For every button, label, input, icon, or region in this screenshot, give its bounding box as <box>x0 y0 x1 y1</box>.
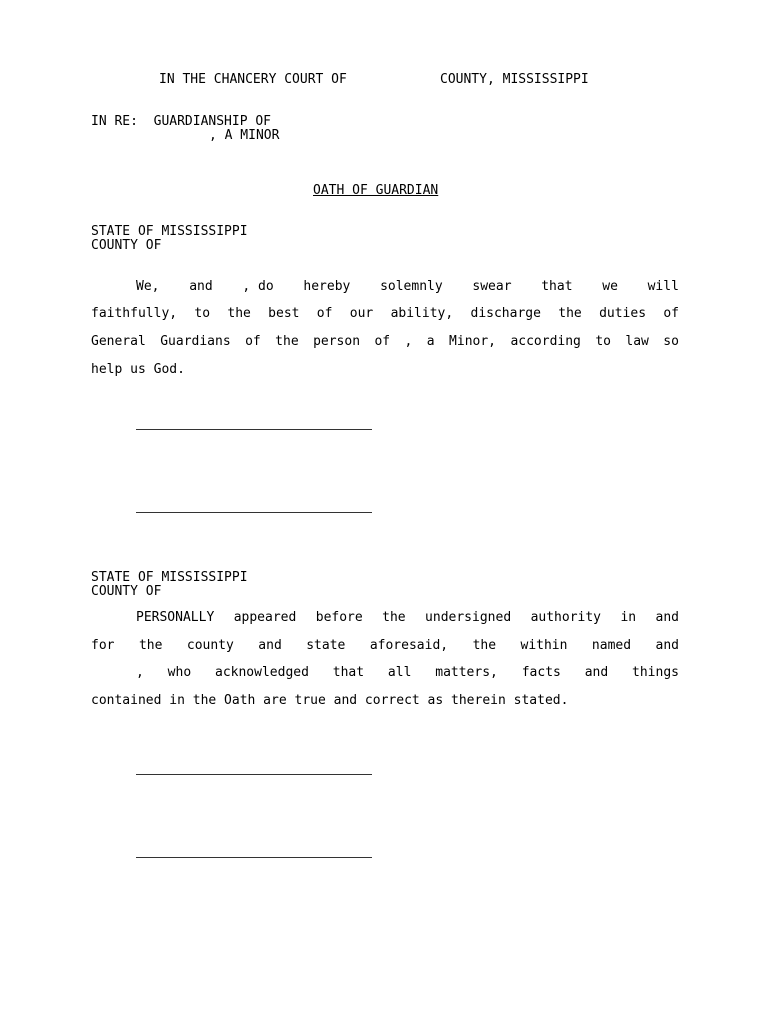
oath-word: person <box>313 334 361 349</box>
oath-word: swear <box>472 279 512 294</box>
ack-word: the <box>472 638 497 653</box>
court-heading-left: IN THE CHANCERY COURT OF <box>159 72 347 87</box>
ack-word: things <box>632 665 679 680</box>
ack-word: facts <box>521 665 561 680</box>
oath-word: of <box>316 306 333 321</box>
ack-county: COUNTY OF <box>91 584 162 599</box>
ack-word: and <box>584 665 609 680</box>
oath-word: we <box>602 279 618 294</box>
oath-word: that <box>541 279 573 294</box>
oath-word: will <box>647 279 679 294</box>
ack-word: and <box>655 610 679 625</box>
oath-word: , do <box>242 279 274 294</box>
ack-word: authority <box>530 610 602 625</box>
ack-word: who <box>167 665 192 680</box>
ack-word: within <box>520 638 568 653</box>
ack-word: the <box>138 638 163 653</box>
oath-word: General <box>91 334 146 349</box>
ack-word: state <box>306 638 346 653</box>
oath-word: according <box>510 334 581 349</box>
oath-word: so <box>663 334 679 349</box>
signature-line <box>136 512 372 513</box>
oath-word: of <box>663 306 679 321</box>
oath-state: STATE OF MISSISSIPPI <box>91 224 248 239</box>
ack-line-3 <box>136 665 679 681</box>
ack-word: undersigned <box>425 610 512 625</box>
oath-word: to <box>194 306 211 321</box>
oath-word: faithfully, <box>91 306 178 321</box>
oath-word: Guardians <box>160 334 231 349</box>
ack-word: the <box>382 610 406 625</box>
oath-word: the <box>275 334 299 349</box>
oath-word: a <box>426 334 435 349</box>
oath-word: discharge <box>470 306 541 321</box>
minor-caption: , A MINOR <box>209 128 280 143</box>
ack-line-2 <box>91 638 679 654</box>
ack-word: acknowledged <box>215 665 309 680</box>
oath-word: to <box>595 334 611 349</box>
oath-line-2 <box>91 306 679 322</box>
oath-line-1 <box>136 279 679 295</box>
ack-word: and <box>258 638 282 653</box>
oath-word: the <box>227 306 251 321</box>
ack-word: all <box>387 665 412 680</box>
oath-line-4: help us God. <box>91 362 185 377</box>
oath-word: law <box>625 334 649 349</box>
oath-word: hereby <box>303 279 351 294</box>
oath-title: OATH OF GUARDIAN <box>313 183 439 198</box>
oath-word: best <box>268 306 300 321</box>
oath-word: solemnly <box>380 279 443 294</box>
in-re-caption: IN RE: GUARDIANSHIP OF <box>91 114 272 129</box>
court-heading-right: COUNTY, MISSISSIPPI <box>440 72 589 87</box>
ack-word: for <box>91 638 115 653</box>
oath-word: and <box>189 279 213 294</box>
oath-word: the <box>558 306 582 321</box>
ack-word: county <box>186 638 234 653</box>
oath-word: Minor, <box>449 334 497 349</box>
ack-line-1 <box>136 610 679 626</box>
oath-word: our <box>349 306 374 321</box>
ack-word: appeared <box>233 610 297 625</box>
ack-word: before <box>315 610 363 625</box>
ack-word: and <box>655 638 679 653</box>
ack-line-4: contained in the Oath are true and correct as therein stated. <box>91 693 569 708</box>
ack-state: STATE OF MISSISSIPPI <box>91 570 248 585</box>
signature-line <box>136 857 372 858</box>
oath-line-3 <box>91 334 679 350</box>
oath-word: of <box>374 334 391 349</box>
oath-county: COUNTY OF <box>91 238 162 253</box>
oath-word: duties <box>599 306 647 321</box>
oath-word: ability, <box>390 306 454 321</box>
ack-word: named <box>591 638 632 653</box>
oath-word: , <box>404 334 413 349</box>
oath-word: of <box>245 334 261 349</box>
ack-word: in <box>620 610 637 625</box>
oath-word: We, <box>136 279 160 294</box>
ack-word: that <box>332 665 365 680</box>
signature-line <box>136 774 372 775</box>
signature-line <box>136 429 372 430</box>
ack-word: matters, <box>435 665 498 680</box>
ack-word: PERSONALLY <box>136 610 215 625</box>
ack-word: aforesaid, <box>369 638 449 653</box>
ack-word: , <box>136 665 144 680</box>
